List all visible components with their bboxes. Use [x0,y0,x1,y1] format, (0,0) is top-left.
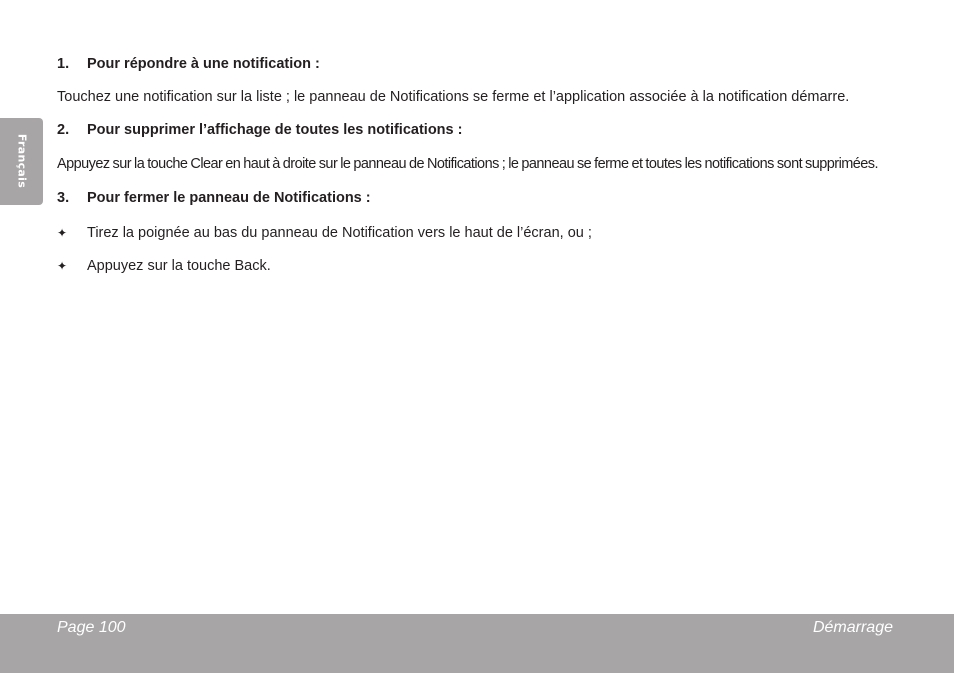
page-footer [0,614,954,673]
page-content [57,55,902,275]
section-3-title: Pour fermer le panneau de Notifications : [87,190,371,206]
bullet-text: Tirez la poignée au bas du panneau de Notification vers le haut de l’écran, ou ; [87,225,592,241]
section-2-title: Pour supprimer l’affichage de toutes les notifications : [87,122,463,138]
section-2-number: 2. [57,122,70,138]
bullet-item [57,257,902,275]
section-1-body: Touchez une notification sur la liste ; le panneau de Notifications se ferme et l’application associée à la notification démarre. [57,89,850,105]
section-2-body: Appuyez sur la touche Clear en haut à droite sur le panneau de Notifications ; le panneau se ferme et toutes les notifications sont supprimées. [57,156,878,172]
chapter-name: Démarrage [812,619,893,636]
language-tab-label: Français [15,133,29,189]
section-2-heading [57,121,902,139]
language-tab [0,118,43,205]
section-3-number: 3. [57,190,70,206]
section-1-title: Pour répondre à une notification : [87,56,320,72]
page-number: Page 100 [57,619,126,636]
bullet-text: Appuyez sur la touche Back. [87,258,271,274]
section-1-heading [57,55,902,73]
four-point-star-icon: ✦ [57,259,68,273]
section-3-heading [57,189,902,207]
four-point-star-icon: ✦ [57,226,68,240]
bullet-item [57,224,902,242]
section-1-number: 1. [57,56,70,72]
